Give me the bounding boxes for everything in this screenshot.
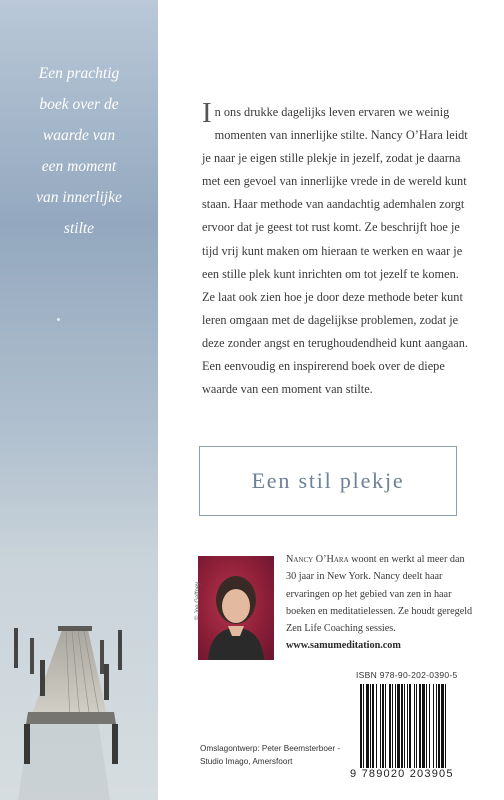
pier-reflection <box>18 720 110 800</box>
author-name: Nancy O’Hara <box>286 554 349 565</box>
barcode-bar <box>376 684 377 768</box>
barcode-bar <box>445 684 446 768</box>
barcode-bar <box>429 684 430 768</box>
barcode-bar <box>414 684 415 768</box>
bird-dot <box>57 318 60 321</box>
author-photo <box>198 556 274 660</box>
barcode-bar <box>389 684 391 768</box>
barcode-bar <box>416 684 417 768</box>
barcode-digits: 9 789020 203905 <box>350 768 454 780</box>
barcode-bar <box>372 684 374 768</box>
author-bio <box>286 551 476 655</box>
barcode-bar <box>366 684 369 768</box>
barcode-bar <box>363 684 364 768</box>
barcode-bar <box>426 684 427 768</box>
description <box>202 97 472 401</box>
barcode-bar <box>382 684 384 768</box>
barcode-bar <box>433 684 434 768</box>
description-dropcap: I <box>202 97 212 129</box>
barcode-bar <box>401 684 403 768</box>
isbn: ISBN 978-90-202-0390-5 <box>356 670 458 680</box>
barcode-bar <box>397 684 400 768</box>
book-title: Een stil plekje <box>251 468 405 493</box>
text-panel <box>158 0 504 800</box>
barcode-bar <box>385 684 386 768</box>
barcode-bar <box>407 684 408 768</box>
design-credit-line: Studio Imago, Amersfoort <box>200 757 293 766</box>
pier-end <box>58 626 92 631</box>
wooden-pier-illustration <box>0 600 158 800</box>
barcode-bar <box>419 684 421 768</box>
tagline-line: waarde van <box>42 127 116 144</box>
barcode-bar <box>441 684 444 768</box>
website-link[interactable]: www.samumeditation.com <box>286 640 401 652</box>
design-credit-line: Omslagontwerp: Peter Beemsterboer - <box>200 744 341 753</box>
tagline-line: stilte <box>63 220 95 237</box>
barcode-bar <box>404 684 405 768</box>
photo-credit: © Joe Gaffney <box>195 581 202 621</box>
barcode-bar <box>422 684 425 768</box>
barcode-bar <box>409 684 411 768</box>
barcode-bar <box>360 684 362 768</box>
tagline-line: van innerlijke <box>36 189 122 206</box>
bio-text: woont en werkt al meer dan 30 jaar in New York. Nancy deelt haar ervaringen op het gebied van zen in haar boeken en meditatielessen. Ze houdt geregeld Zen Life Coaching sessies. <box>286 554 473 635</box>
barcode-bar <box>395 684 396 768</box>
tagline <box>8 58 150 244</box>
design-credits <box>200 742 350 768</box>
tagline-line: een moment <box>41 158 117 175</box>
barcode <box>356 684 478 768</box>
barcode-bar <box>370 684 371 768</box>
barcode-bar <box>438 684 440 768</box>
tagline-line: boek over de <box>39 96 119 113</box>
tagline-line: Een prachtig <box>38 65 120 82</box>
description-text: n ons drukke dagelijks leven ervaren we weinig momenten van innerlijke stilte. Nancy O’Hara leidt je naar je eigen stille plekje in jezelf, zodat je daarna met een gevoel van innerlijke vrede in de wereld kunt staan. Haar methode van aandachtig ademhalen zorgt ervoor dat je geest tot rust komt. Ze beschrijft hoe je tijd vrij kunt maken om hieraan te werken en waar je een stille plek kunt inrichten om tot jezelf te komen. Ze laat ook zien hoe je door deze methode beter kunt leren omgaan met de dagelijkse problemen, zodat je deze zonder angst en terughoudendheid kunt aangaan. Een eenvoudig en inspirerend boek over de diepe waarde van een moment van stilte. <box>202 105 468 397</box>
barcode-bar <box>380 684 381 768</box>
sky-water-photo-panel <box>0 0 158 800</box>
title-box <box>199 446 457 516</box>
barcode-bar <box>436 684 437 768</box>
author-portrait <box>198 556 274 660</box>
barcode-bar <box>392 684 393 768</box>
